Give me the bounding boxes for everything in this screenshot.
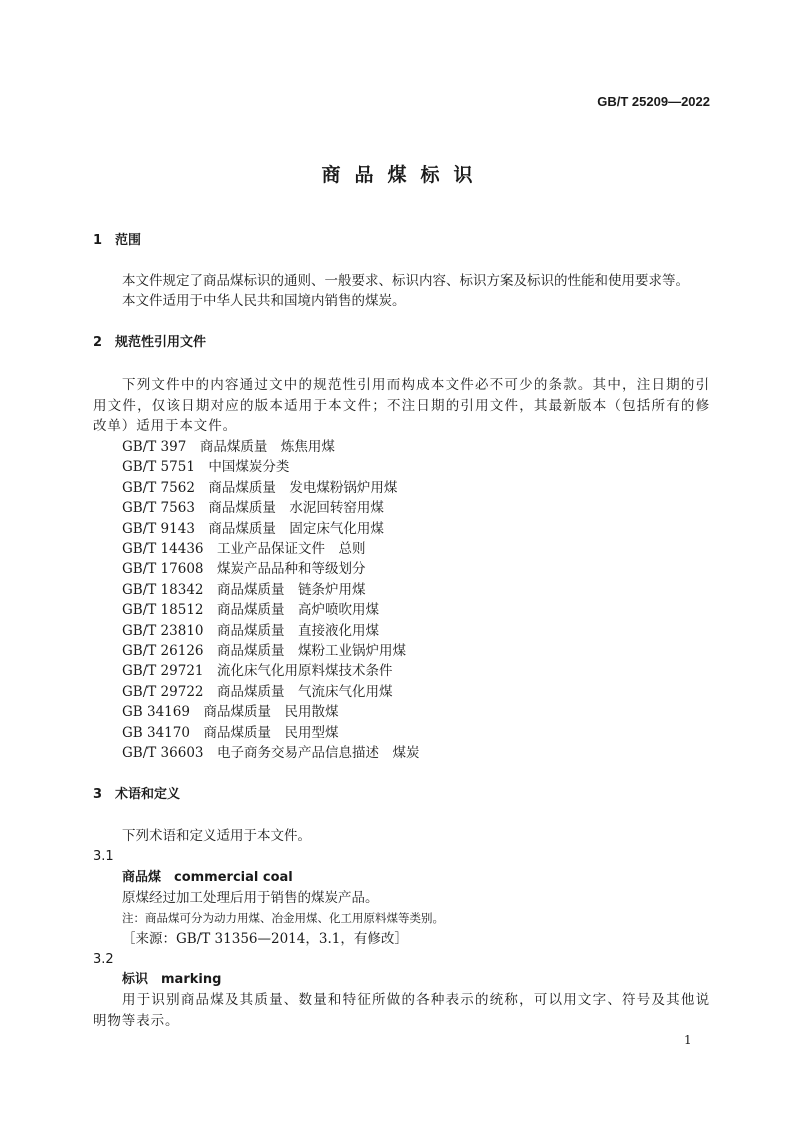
paragraph: 本文件规定了商品煤标识的通则、一般要求、标识内容、标识方案及标识的性能和使用要求等。 (122, 273, 689, 289)
reference-item: GB/T 26126 商品煤质量 煤粉工业锅炉用煤 (122, 643, 406, 659)
term-title: 商品煤 commercial coal (122, 870, 293, 885)
reference-item: GB/T 36603 电子商务交易产品信息描述 煤炭 (122, 745, 420, 761)
reference-item: GB/T 7562 商品煤质量 发电煤粉锅炉用煤 (122, 479, 398, 496)
section-2-intro: 下列文件中的内容通过文中的规范性引用而构成本文件必不可少的条款。其中，注日期的引用文件，仅该日期对应的版本适用于本文件；不注日期的引用文件，其最新版本（包括所有的修改单）适用于本文件。 (93, 377, 710, 434)
page-number: 1 (684, 1033, 692, 1047)
reference-item: GB/T 9143 商品煤质量 固定床气化用煤 (122, 520, 384, 537)
standard-number: GB/T 25209—2022 (597, 94, 710, 109)
reference-item: GB/T 7563 商品煤质量 水泥回转窑用煤 (122, 500, 384, 517)
term-title: 标识 marking (122, 972, 222, 987)
term-definition: 用于识别商品煤及其质量、数量和特征所做的各种表示的统称，可以用文字、符号及其他说明物等表示。 (93, 992, 710, 1029)
reference-item: GB/T 29722 商品煤质量 气流床气化用煤 (122, 683, 393, 700)
term-definition: 原煤经过加工处理后用于销售的煤炭产品。 (122, 890, 379, 906)
reference-item: GB 34170 商品煤质量 民用型煤 (122, 724, 339, 741)
reference-item: GB/T 14436 工业产品保证文件 总则 (122, 541, 366, 557)
section-3-heading: 3 术语和定义 (93, 787, 181, 802)
term-note: 注：商品煤可分为动力用煤、冶金用煤、化工用原料煤等类别。 (122, 911, 444, 925)
paragraph: 下列术语和定义适用于本文件。 (122, 828, 311, 844)
reference-item: GB/T 18512 商品煤质量 高炉喷吹用煤 (122, 602, 379, 619)
reference-item: GB 34169 商品煤质量 民用散煤 (122, 704, 339, 721)
term-source: ［来源：GB/T 31356—2014，3.1，有修改］ (122, 931, 408, 947)
section-2-heading: 2 规范性引用文件 (93, 335, 207, 350)
reference-item: GB/T 5751 中国煤炭分类 (122, 459, 290, 476)
reference-item: GB/T 29721 流化床气化用原料煤技术条件 (122, 663, 393, 680)
term-number: 3.2 (93, 952, 114, 967)
reference-item: GB/T 18342 商品煤质量 链条炉用煤 (122, 581, 366, 598)
page-title: 商品煤标识 (321, 164, 487, 186)
reference-item: GB/T 397 商品煤质量 炼焦用煤 (122, 439, 335, 455)
reference-item: GB/T 23810 商品煤质量 直接液化用煤 (122, 622, 379, 639)
section-1-heading: 1 范围 (93, 233, 142, 248)
paragraph: 本文件适用于中华人民共和国境内销售的煤炭。 (122, 293, 406, 309)
reference-item: GB/T 17608 煤炭产品品种和等级划分 (122, 561, 366, 578)
term-number: 3.1 (93, 849, 114, 864)
